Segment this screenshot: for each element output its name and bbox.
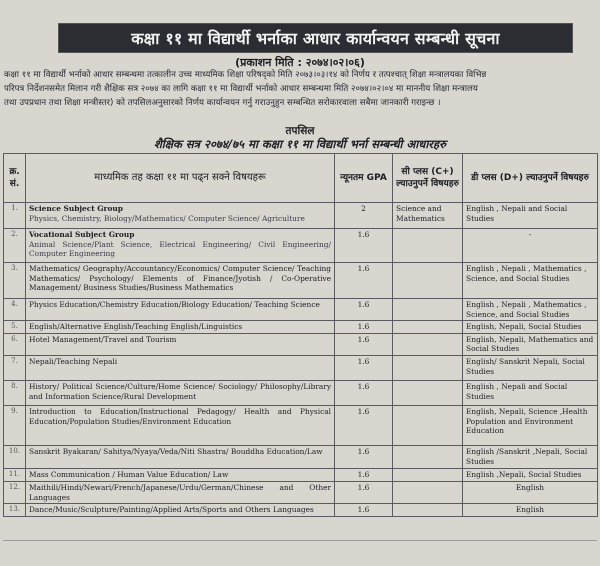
subject-list: Maithili/Hindi/Newari/French/Japanese/Urdu/German/Chinese and Other Languages: [29, 482, 331, 502]
subject-list: Mathematics/ Geography/Accountancy/Economics/ Computer Science/ Teaching Mathematics/ Psychology/ Elements of Finance/Jyotish / Co-Operative Management/ Business Studies/Business Mathematics: [29, 264, 331, 293]
header-d-plus: डी प्लस (D+) ल्याउनुपर्ने विषयहरु: [463, 154, 598, 203]
row-serial: 4.: [4, 299, 26, 321]
table-row: [4, 203, 598, 229]
row-subjects-cell: [26, 263, 335, 299]
subject-list: History/ Political Science/Culture/Home Science/ Sociology/ Philosophy/Library and Information Science/Rural Development: [29, 381, 331, 401]
row-c-plus-subjects: [393, 380, 463, 405]
row-min-gpa: 1.6: [335, 468, 393, 481]
intro-line: कक्षा ११ मा विद्यार्थी भर्नाको आधार सम्बन्धमा तत्कालीन उच्च माध्यमिक शिक्षा परिषद्को मिति २०७३।०३।१४ को निर्णय र तत्पश्चात् शिक्षा मन्त्रालयका विभिन्न: [4, 70, 487, 80]
row-subjects-cell: [26, 299, 335, 321]
subject-list: Physics Education/Chemistry Education/Biology Education/ Teaching Science: [29, 300, 320, 309]
row-subjects-cell: [26, 504, 335, 517]
subject-group-label: Vocational Subject Group: [29, 230, 135, 239]
row-min-gpa: 1.6: [335, 380, 393, 405]
row-serial: 2.: [4, 229, 26, 263]
row-subjects-cell: [26, 203, 335, 229]
table-row: [4, 445, 598, 468]
row-d-plus-subjects: English /Sanskrit ,Nepali, Social Studies: [463, 445, 598, 468]
row-serial: 6.: [4, 333, 26, 355]
table-row: [4, 355, 598, 380]
row-c-plus-subjects: [393, 229, 463, 263]
row-c-plus-subjects: Science and Mathematics: [393, 203, 463, 229]
row-subjects-cell: [26, 333, 335, 355]
row-subjects-cell: [26, 380, 335, 405]
table-row: [4, 229, 598, 263]
row-serial: 1.: [4, 203, 26, 229]
schedule-heading: तपसिल: [285, 125, 315, 137]
table-row: [4, 333, 598, 355]
table-row: [4, 504, 598, 517]
notice-title: कक्षा ११ मा विद्यार्थी भर्नाका आधार कार्यान्वयन सम्बन्धी सूचना: [58, 23, 573, 53]
admission-criteria-table: [3, 153, 598, 517]
row-serial: 3.: [4, 263, 26, 299]
row-d-plus-subjects: English, Nepali, Science ,Health Population and Environment Education: [463, 405, 598, 445]
subject-list: Animal Science/Plant Science, Electrical Engineering/ Civil Engineering/ Computer Engineering: [29, 239, 331, 259]
row-min-gpa: 1.6: [335, 299, 393, 321]
subject-list: Introduction to Education/Instructional Pedagogy/ Health and Physical Education/Population Studies/Environment Education: [29, 406, 331, 426]
row-min-gpa: 1.6: [335, 355, 393, 380]
row-c-plus-subjects: [393, 355, 463, 380]
row-subjects-cell: [26, 321, 335, 334]
table-row: [4, 468, 598, 481]
header-subjects: माध्यमिक तह कक्षा ११ मा पढ्न सक्ने विषयहरू: [26, 154, 335, 203]
footer-rule: [3, 540, 597, 541]
row-serial: 5.: [4, 321, 26, 334]
row-subjects-cell: [26, 445, 335, 468]
row-min-gpa: 1.6: [335, 504, 393, 517]
subject-list: Mass Communication / Human Value Education/ Law: [29, 469, 229, 479]
row-serial: 7.: [4, 355, 26, 380]
subject-list: Dance/Music/Sculpture/Painting/Applied Arts/Sports and Others Languages: [29, 505, 314, 515]
row-min-gpa: 1.6: [335, 229, 393, 263]
row-c-plus-subjects: [393, 445, 463, 468]
subject-list: Nepali/Teaching Nepali: [29, 356, 118, 366]
row-c-plus-subjects: [393, 333, 463, 355]
row-min-gpa: 1.6: [335, 263, 393, 299]
row-subjects-cell: [26, 355, 335, 380]
row-c-plus-subjects: [393, 299, 463, 321]
row-min-gpa: 1.6: [335, 333, 393, 355]
row-d-plus-subjects: -: [463, 229, 598, 263]
row-serial: 11.: [4, 468, 26, 481]
row-serial: 13.: [4, 504, 26, 517]
row-c-plus-subjects: [393, 405, 463, 445]
row-serial: 9.: [4, 405, 26, 445]
row-subjects-cell: [26, 481, 335, 503]
subject-list: Hotel Management/Travel and Tourism: [29, 334, 177, 344]
table-row: [4, 321, 598, 334]
published-date: (प्रकाशन मिति : २०७४।०२।०६): [235, 56, 365, 69]
row-subjects-cell: [26, 405, 335, 445]
row-d-plus-subjects: English, Nepali, Mathematics and Social Studies: [463, 333, 598, 355]
row-d-plus-subjects: English , Nepali , Mathematics , Science, and Social Studies: [463, 299, 598, 321]
subject-list: English/Alternative English/Teaching English/Linguistics: [29, 322, 243, 332]
table-row: [4, 263, 598, 299]
row-c-plus-subjects: [393, 504, 463, 517]
row-d-plus-subjects: English, Nepali, Social Studies: [463, 321, 598, 334]
table-row: [4, 481, 598, 503]
row-min-gpa: 1.6: [335, 445, 393, 468]
intro-line: तथा उपप्रधान तथा शिक्षा मन्त्रीस्तर) को तपसिलअनुसारको निर्णय कार्यान्वयन गर्नु गराउनुहुन सम्बन्धित सरोकारवाला सबैमा जानकारी गराइन्छ ।: [4, 98, 441, 108]
row-d-plus-subjects: English , Nepali , Mathematics , Science, and Social Studies: [463, 263, 598, 299]
row-serial: 12.: [4, 481, 26, 503]
row-d-plus-subjects: English , Nepali and Social Studies: [463, 380, 598, 405]
row-c-plus-subjects: [393, 263, 463, 299]
row-subjects-cell: [26, 468, 335, 481]
row-serial: 10.: [4, 445, 26, 468]
row-d-plus-subjects: English/ Sanskrit Nepali, Social Studies: [463, 355, 598, 380]
row-d-plus-subjects: English , Nepali and Social Studies: [463, 203, 598, 229]
table-row: [4, 405, 598, 445]
row-d-plus-subjects: English: [463, 504, 598, 517]
row-c-plus-subjects: [393, 321, 463, 334]
table-title: शैक्षिक सत्र २०७४/७५ मा कक्षा ११ मा विद्यार्थी भर्ना सम्बन्धी आधारहरु: [153, 137, 446, 151]
subject-list: Sanskrit Byakaran/ Sahitya/Nyaya/Veda/Niti Shastra/ Bouddha Education/Law: [29, 446, 323, 456]
row-d-plus-subjects: English ,Nepali, Social Studies: [463, 468, 598, 481]
subject-list: Physics, Chemistry, Biology/Mathematics/ Computer Science/ Agriculture: [29, 213, 305, 223]
row-serial: 8.: [4, 380, 26, 405]
row-subjects-cell: [26, 229, 335, 263]
row-min-gpa: 1.6: [335, 321, 393, 334]
intro-paragraph: [4, 68, 594, 110]
row-min-gpa: 1.6: [335, 405, 393, 445]
header-serial: क्र. सं.: [4, 154, 26, 203]
table-header-row: [4, 154, 598, 203]
header-c-plus: सी प्लस (C+) ल्याउनुपर्ने विषयहरु: [393, 154, 463, 203]
subject-group-label: Science Subject Group: [29, 204, 123, 213]
row-min-gpa: 1.6: [335, 481, 393, 503]
intro-line: परिपत्र निर्देशनसमेत मिलान गरी शैक्षिक सत्र २०७४ का लागि कक्षा ११ मा विद्यार्थी भर्नाको आधार सम्बन्धमा मिति २०७४।०२।०४ मा माननीय शिक्षा मन्त्रालय: [4, 84, 478, 94]
row-min-gpa: 2: [335, 203, 393, 229]
table-row: [4, 380, 598, 405]
table-row: [4, 299, 598, 321]
row-c-plus-subjects: [393, 468, 463, 481]
header-min-gpa: न्यूनतम GPA: [335, 154, 393, 203]
row-c-plus-subjects: [393, 481, 463, 503]
row-d-plus-subjects: English: [463, 481, 598, 503]
